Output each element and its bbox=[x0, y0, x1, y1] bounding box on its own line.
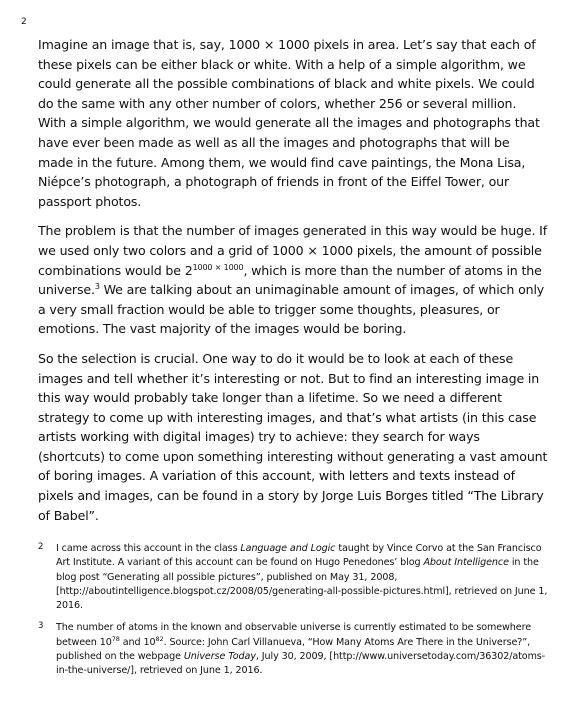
main-text bbox=[38, 35, 548, 535]
footnote-text: The number of atoms in the known and observable universe is currently estimated to be somewhere between 10 bbox=[56, 622, 531, 648]
footnote-text: in the blog post “Generating all possible pictures”, published on May 31, 2008, [http://aboutintelligence.blogspot.cz/2008/05/generating-all-possible-pictures.html], retrieved on June 1, 2016. bbox=[56, 557, 548, 612]
footnote-text: . Source: John Carl Villanueva, “How Many Atoms Are There in the Universe?”, published on the webpage bbox=[56, 636, 531, 663]
paragraph-2-part-c: We are talking about an unimaginable amount of images, of which only a very small fraction would be able to trigger some thoughts, pleasures, or emotions. The vast majority of the images would be boring. bbox=[38, 282, 545, 337]
paragraph-1: Imagine an image that is, say, 1000 × 1000 pixels in area. Let’s say that each of these pixels can be either black or white. With a help of a simple algorithm, we could generate all the possible combinations of black and white pixels. We could do the same with any other number of colors, whether 256 or several million. With a simple algorithm, we would generate all the images and photographs that have ever been made as well as all the images and photographs that will be made in the future. Among them, we would find cave paintings, the Mona Lisa, Niépce’s photograph, a photograph of friends in front of the Eiffel Tower, our passport photos. bbox=[38, 37, 540, 209]
exponent: 82 bbox=[155, 634, 164, 643]
paragraph-2-part-a: The problem is that the number of images generated in this way would be huge. If we used only two colors and a grid of 1000 × 1000 pixels, the amount of possible combinations would be 2 bbox=[38, 223, 548, 278]
footnote-text: I came across this account in the class bbox=[56, 543, 241, 554]
footnote-text: and 10 bbox=[119, 636, 156, 648]
paragraph-3: So the selection is crucial. One way to do it would be to look at each of these images and tell whether it’s interesting or not. But to find an interesting image in this way would probably take longer than a lifetime. So we need a different strategy to come up with interesting images, and that’s what artists (in this case artists working with digital images) try to achieve: they search for ways (shortcuts) to come upon something interesting without generating a vast amount of boring images. A variation of this account, with letters and texts instead of pixels and images, can be found in a story by Jorge Luis Borges titled “The Library of Babel”. bbox=[38, 350, 548, 523]
footnote-text: taught by Vince Corvo at the San Francisco Art Institute. A variant of this account can be found on Hugo Penedones’ blog bbox=[56, 543, 542, 569]
footnote-mark: 3 bbox=[38, 621, 44, 632]
footnote-2 bbox=[38, 542, 548, 613]
footnote-3 bbox=[38, 621, 548, 678]
webpage-title: Universe Today bbox=[183, 651, 256, 663]
footnote-ref-3[interactable]: 3 bbox=[94, 282, 100, 292]
footnote-text: , July 30, 2009, [http://www.universetoday.com/36302/atoms-in-the-universe/], retrieved on June 1, 2016. bbox=[56, 651, 546, 677]
footnote-mark: 2 bbox=[38, 542, 44, 552]
blog-title: About Intelligence bbox=[423, 557, 509, 569]
paragraph-2-part-b: , which is more than the number of atoms in the universe. bbox=[38, 262, 542, 298]
footnotes bbox=[38, 542, 548, 687]
exponent: 78 bbox=[111, 634, 120, 643]
paragraph-2 bbox=[38, 221, 548, 339]
page-number: 2 bbox=[21, 17, 27, 27]
course-title: Language and Logic bbox=[240, 543, 336, 554]
exponent: 1000 × 1000 bbox=[192, 262, 244, 272]
